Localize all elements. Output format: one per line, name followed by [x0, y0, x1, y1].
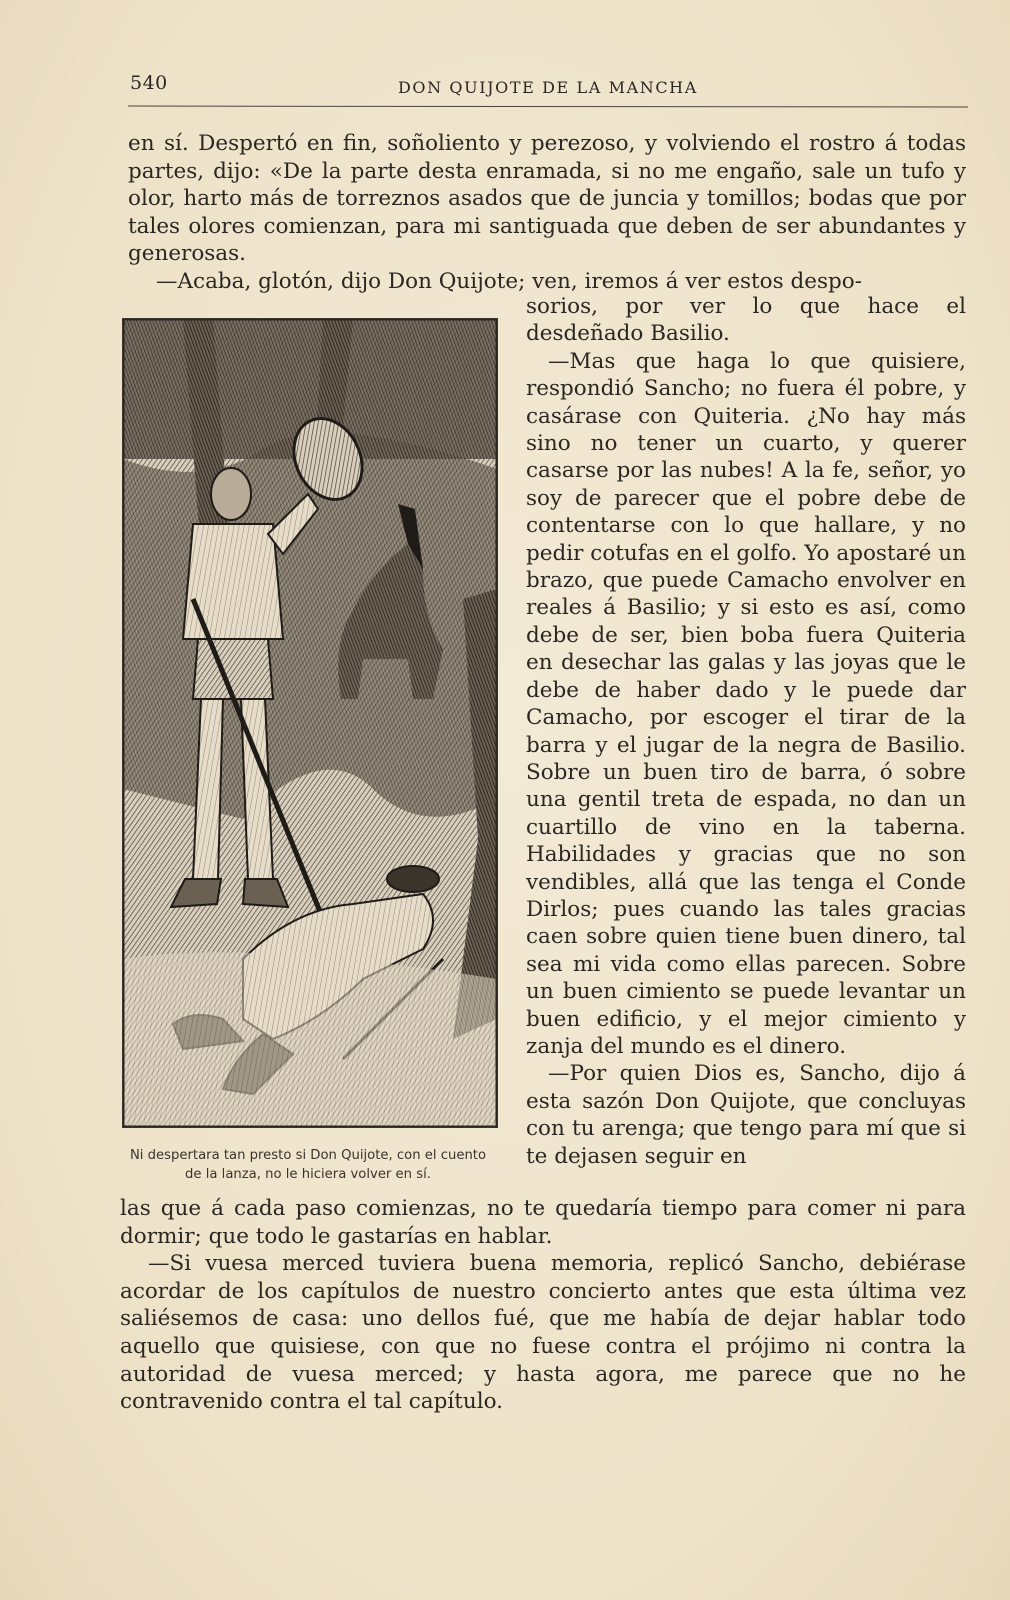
paragraph: sorios, por ver lo que hace el desdeñado Basilio.	[526, 294, 966, 347]
paragraph: —Por quien Dios es, Sancho, dijo á esta sazón Don Quijote, que concluyas con tu arenga; que tengo para mí que si te dejasen seguir en	[526, 1061, 966, 1169]
paragraph: —Acaba, glotón, dijo Don Quijote; ven, iremos á ver estos despo-	[156, 268, 862, 294]
top-text-block	[128, 130, 966, 296]
right-column-text	[526, 293, 966, 1170]
bottom-text-block	[120, 1195, 966, 1416]
paragraph: las que á cada paso comienzas, no te quedaría tiempo para comer ni para dormir; que todo le gastarías en hablar.	[120, 1196, 966, 1249]
engraving-illustration	[122, 318, 498, 1128]
paragraph: —Mas que haga lo que quisiere, respondió Sancho; no fuera él pobre, y casárase con Quiteria. ¿No hay más sino no tener un cuarto, y querer casarse por las nubes! A la fe, señor, yo soy de parecer que el pobre debe de contentarse con lo que hallare, y no pedir cotufas en el golfo. Yo apostaré un brazo, que puede Camacho envolver en reales á Basilio; y si esto es así, como debe de ser, bien boba fuera Quiteria en desechar las galas y las joyas que le debe de haber dado y le puede dar Camacho, por escoger el tirar de la barra y el jugar de la negra de Basilio. Sobre un buen tiro de barra, ó sobre una gentil treta de espada, no dan un cuartillo de vino en la taberna. Habilidades y gracias que no son vendibles, allá que las tenga el Conde Dirlos; pues cuando las tales gracias caen sobre quien tiene buen dinero, tal sea mi vida como ellas parecen. Sobre un buen cimiento se puede levantar un buen edificio, y el mejor cimiento y zanja del mundo es el dinero.	[526, 348, 966, 1059]
header-rule	[128, 106, 968, 108]
illustration-caption: Ni despertara tan presto si Don Quijote, con el cuento de la lanza, no le hiciera volver en sí.	[129, 1148, 487, 1182]
running-title: DON QUIJOTE DE LA MANCHA	[398, 78, 698, 97]
paragraph: en sí. Despertó en fin, soñoliento y perezoso, y volviendo el rostro á todas partes, dijo: «De la parte desta enramada, si no me engaño, sale un tufo y olor, harto más de torreznos asados que de juncia y tomillos; bodas que por tales olores comienzan, para mi santiguada que deben de ser abundantes y generosas.	[128, 131, 966, 267]
paragraph: —Si vuesa merced tuviera buena memoria, replicó Sancho, debiérase acordar de los capítulos de nuestro concierto antes que esta última vez saliésemos de casa: uno dellos fué, que me había de dejar hablar todo aquello que quisiese, con que no fuese contra el prójimo ni contra la autoridad de vuesa merced; y hasta agora, me parece que no he contravenido contra el tal capítulo.	[120, 1251, 966, 1415]
page-number: 540	[130, 72, 168, 94]
